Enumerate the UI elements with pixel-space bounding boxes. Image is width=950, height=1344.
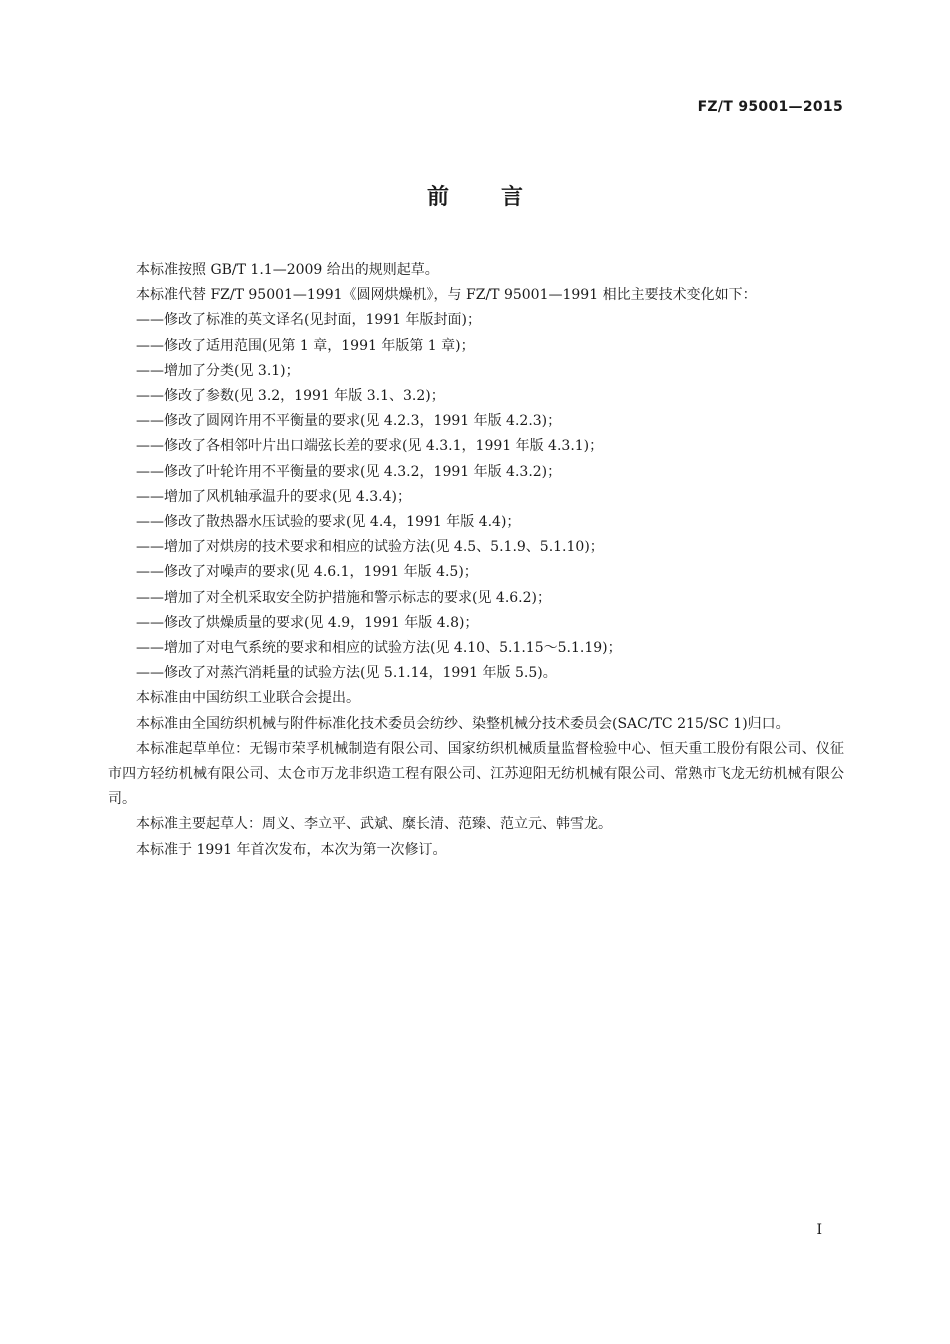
list-item-change: ——修改了对蒸汽消耗量的试验方法(见 5.1.14，1991 年版 5.5)。 xyxy=(136,665,557,682)
list-item-change: ——增加了对全机采取安全防护措施和警示标志的要求(见 4.6.2)； xyxy=(136,589,551,606)
list-item-change: ——修改了参数(见 3.2，1991 年版 3.1、3.2)； xyxy=(136,388,445,405)
list-item-change: ——增加了风机轴承温升的要求(见 4.3.4)； xyxy=(136,488,411,505)
paragraph-responsible-committee: 本标准由全国纺织机械与附件标准化技术委员会纺纱、染整机械分技术委员会(SAC/TC 215/SC 1)归口。 xyxy=(136,715,790,732)
list-item-change: ——修改了叶轮许用不平衡量的要求(见 4.3.2，1991 年版 4.3.2)； xyxy=(136,463,562,480)
paragraph-drafting-units: 本标准起草单位：无锡市荣孚机械制造有限公司、国家纺织机械质量监督检验中心、恒天重工股份有限公司、仪征市四方轻纺机械有限公司、太仓市万龙非织造工程有限公司、江苏迎阳无纺机械有限公司、常熟市飞龙无纺机械有限公司。 xyxy=(108,740,844,808)
list-item-change: ——增加了分类(见 3.1)； xyxy=(136,362,300,379)
list-item-change: ——修改了各相邻叶片出口端弦长差的要求(见 4.3.1，1991 年版 4.3.1)； xyxy=(136,438,604,455)
list-item-change: ——修改了标准的英文译名(见封面，1991 年版封面)； xyxy=(136,312,482,329)
paragraph-publication-history: 本标准于 1991 年首次发布，本次为第一次修订。 xyxy=(136,841,447,858)
paragraph-drafting-rules: 本标准按照 GB/T 1.1—2009 给出的规则起草。 xyxy=(136,262,439,278)
list-item-change: ——修改了对噪声的要求(见 4.6.1，1991 年版 4.5)； xyxy=(136,564,478,581)
paragraph-drafters: 本标准主要起草人：周义、李立平、武斌、糜长清、范臻、范立元、韩雪龙。 xyxy=(136,816,612,833)
list-item-change: ——修改了圆网许用不平衡量的要求(见 4.2.3，1991 年版 4.2.3)； xyxy=(136,413,562,430)
foreword-body xyxy=(108,258,844,863)
list-item-change: ——修改了散热器水压试验的要求(见 4.4，1991 年版 4.4)； xyxy=(136,514,521,531)
list-item-change: ——增加了对电气系统的要求和相应的试验方法(见 4.10、5.1.15～5.1.19)； xyxy=(136,640,622,657)
standard-code: FZ/T 95001—2015 xyxy=(697,99,843,115)
page-number: I xyxy=(816,1222,822,1238)
paragraph-replacement-intro: 本标准代替 FZ/T 95001—1991《圆网烘燥机》，与 FZ/T 95001—1991 相比主要技术变化如下： xyxy=(136,287,757,304)
list-item-change: ——修改了烘燥质量的要求(见 4.9，1991 年版 4.8)； xyxy=(136,614,479,631)
paragraph-proposer: 本标准由中国纺织工业联合会提出。 xyxy=(136,690,360,707)
page-title: 前言 xyxy=(426,185,575,210)
list-item-change: ——修改了适用范围(见第 1 章，1991 年版第 1 章)； xyxy=(136,337,475,354)
list-item-change: ——增加了对烘房的技术要求和相应的试验方法(见 4.5、5.1.9、5.1.10)； xyxy=(136,539,604,556)
